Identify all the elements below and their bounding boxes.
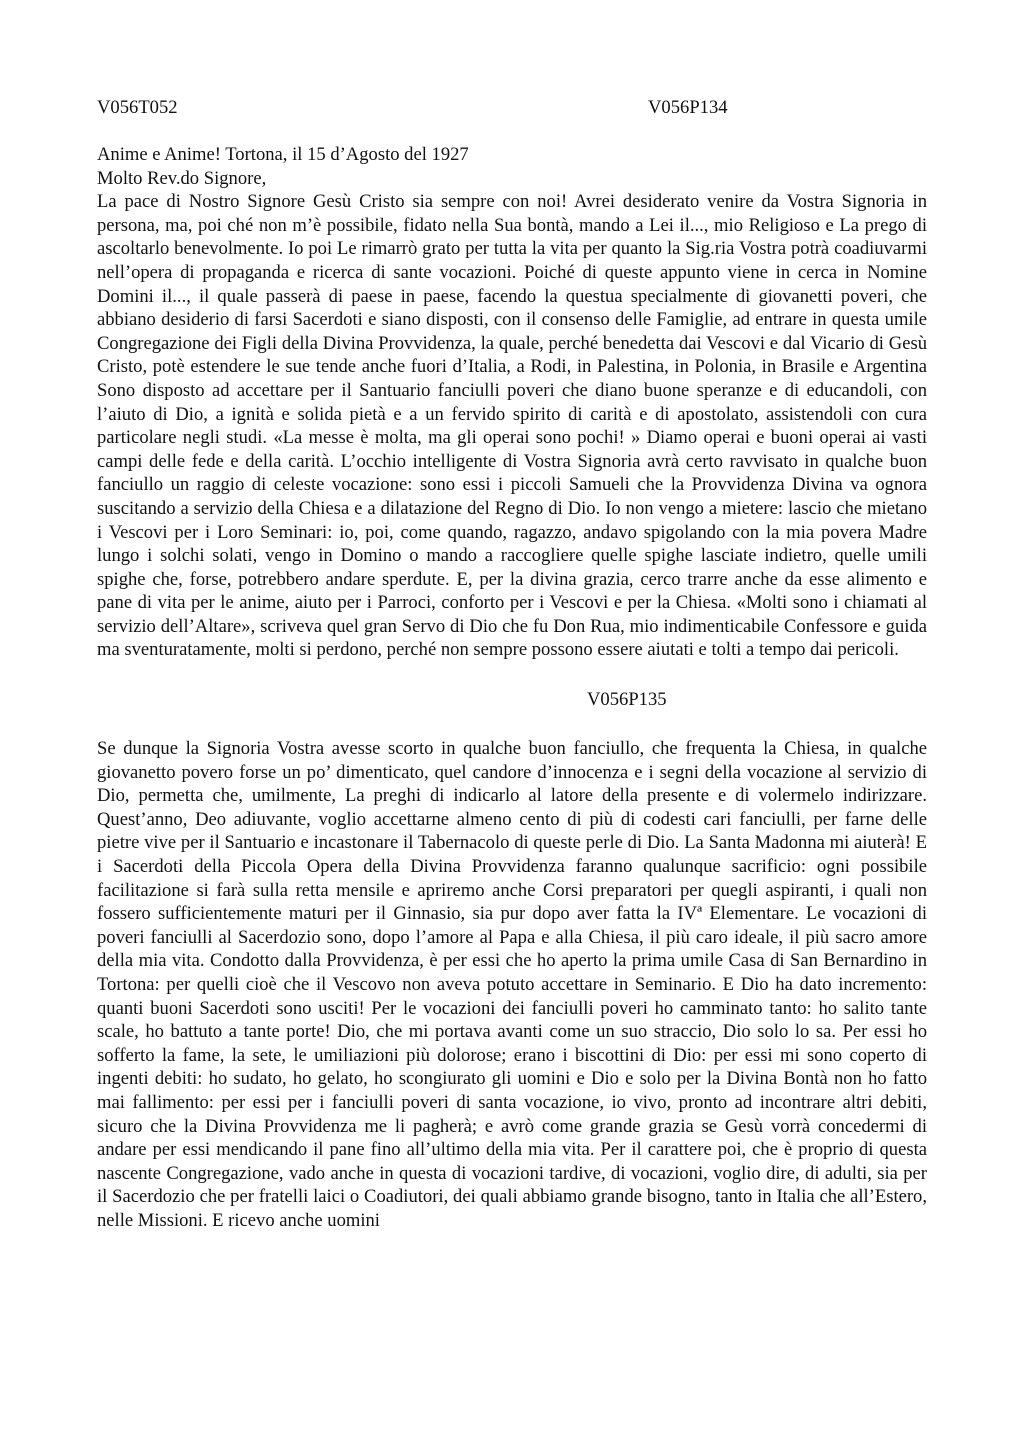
header-codes bbox=[97, 96, 927, 120]
document-page bbox=[97, 96, 927, 1233]
letter-paragraph-2: Se dunque la Signoria Vostra avesse scorto in qualche buon fanciullo, che frequenta la Chiesa, in qualche giovanetto povero forse un po’ dimenticato, quel candore d’innocenza e i segni della vocazione al servizio di Dio, permetta che, umilmente, La preghi di indicarlo al latore della presente e di volermelo indirizzare. Quest’anno, Deo adiuvante, voglio accettarne almeno cento di più di codesti cari fanciulli, per farne delle pietre vive per il Santuario e incastonare il Tabernacolo di queste perle di Dio. La Santa Madonna mi aiuterà! E i Sacerdoti della Piccola Opera della Divina Provvidenza faranno qualunque sacrificio: ogni possibile facilitazione si farà sulla retta mensile e apriremo anche Corsi preparatori per quegli aspiranti, i quali non fossero sufficientemente maturi per il Ginnasio, sia pur dopo aver fatta la IVª Elementare. Le vocazioni di poveri fanciulli al Sacerdozio sono, dopo l’amore al Papa e alla Chiesa, il più caro ideale, il più sacro amore della mia vita. Condotto dalla Provvidenza, è per essi che ho aperto la prima umile Casa di San Bernardino in Tortona: per quelli cioè che il Vescovo non aveva potuto accettare in Seminario. E Dio ha dato incremento: quanti buoni Sacerdoti sono usciti! Per le vocazioni dei fanciulli poveri ho camminato tanto: ho salito tante scale, ho battuto a tante porte! Dio, che mi portava avanti come un suo straccio, Dio solo lo sa. Per essi ho sofferto la fame, la sete, le umiliazioni più dolorose; erano i biscottini di Dio: per essi mi sono coperto di ingenti debiti: ho sudato, ho gelato, ho scongiurato gli uomini e Dio e solo per la Divina Bontà non ho fatto mai fallimento: per essi per i fanciulli poveri di santa vocazione, io vivo, pronto ad incontrare altri debiti, sicuro che la Divina Provvidenza me li pagherà; e avrò come grande grazia se Gesù vorrà concedermi di andare per essi mendicando il pane fino all’ultimo della mia vita. Per il carattere poi, che è proprio di questa nascente Congregazione, vado anche in questa di vocazioni tardive, di vocazioni, voglio dire, di adulti, sia per il Sacerdozio che per fratelli laici o Coadiutori, dei quali abbiamo grande bisogno, tanto in Italia che all’Estero, nelle Missioni. E ricevo anche uomini bbox=[97, 738, 927, 1231]
letter-salutation: Molto Rev.do Signore, bbox=[97, 167, 267, 189]
letter-paragraph-1: La pace di Nostro Signore Gesù Cristo sia sempre con noi! Avrei desiderato venire da Vostra Signoria in persona, ma, poi ché non m’è possibile, fidato nella Sua bontà, mando a Lei il..., mio Religioso e La prego di ascoltarlo benevolmente. Io poi Le rimarrò grato per tutta la vita per quanto la Sig.ria Vostra potrà coadiuvarmi nell’opera di propaganda e ricerca di sante vocazioni. Poiché di queste appunto viene in cerca in Nomine Domini il..., il quale passerà di paese in paese, facendo la questua specialmente di giovanetti poveri, che abbiano desiderio di farsi Sacerdoti e siano disposti, con il consenso delle Famiglie, ad entrare in questa umile Congregazione dei Figli della Divina Provvidenza, la quale, perché benedetta dai Vescovi e dal Vicario di Gesù Cristo, potè estendere le sue tende anche fuori d’Italia, a Rodi, in Palestina, in Polonia, in Brasile e Argentina Sono disposto ad accettare per il Santuario fanciulli poveri che diano buone speranze e di educandoli, con l’aiuto di Dio, a ignità e solida pietà e a un fervido spirito di carità e di apostolato, assistendoli con cura particolare negli studi. «La messe è molta, ma gli operai sono pochi! » Diamo operai e buoni operai ai vasti campi delle fede e della carità. L’occhio intelligente di Vostra Signoria avrà certo ravvisato in qualche buon fanciullo un raggio di celeste vocazione: sono essi i piccoli Samueli che la Provvidenza Divina va ognora suscitando a servizio della Chiesa e a dilatazione del Regno di Dio. Io non vengo a mietere: lascio che mietano i Vescovi per i Loro Seminari: io, poi, come quando, ragazzo, andavo spigolando con la mia povera Madre lungo i solchi solati, vengo in Domino o mando a raccogliere quelle spighe lasciate indietro, quelle umili spighe che, forse, potrebbero andare sperdute. E, per la divina grazia, cerco trarre anche da esse alimento e pane di vita per le anime, aiuto per i Parroci, conforto per i Vescovi e per la Chiesa. «Molti sono i chiamati al servizio dell’Altare», scriveva quel gran Servo di Dio che fu Don Rua, mio indimenticabile Confessore e guida ma sventuratamente, molti si perdono, perché non sempre possono essere aiutati e tolti a tempo dai pericoli. bbox=[97, 191, 927, 661]
page-code-2: V056P135 bbox=[587, 689, 667, 711]
page-code: V056P134 bbox=[648, 97, 728, 118]
letter-title-line: Anime e Anime! Tortona, il 15 d’Agosto del 1927 bbox=[97, 144, 469, 165]
document-code: V056T052 bbox=[97, 97, 178, 118]
